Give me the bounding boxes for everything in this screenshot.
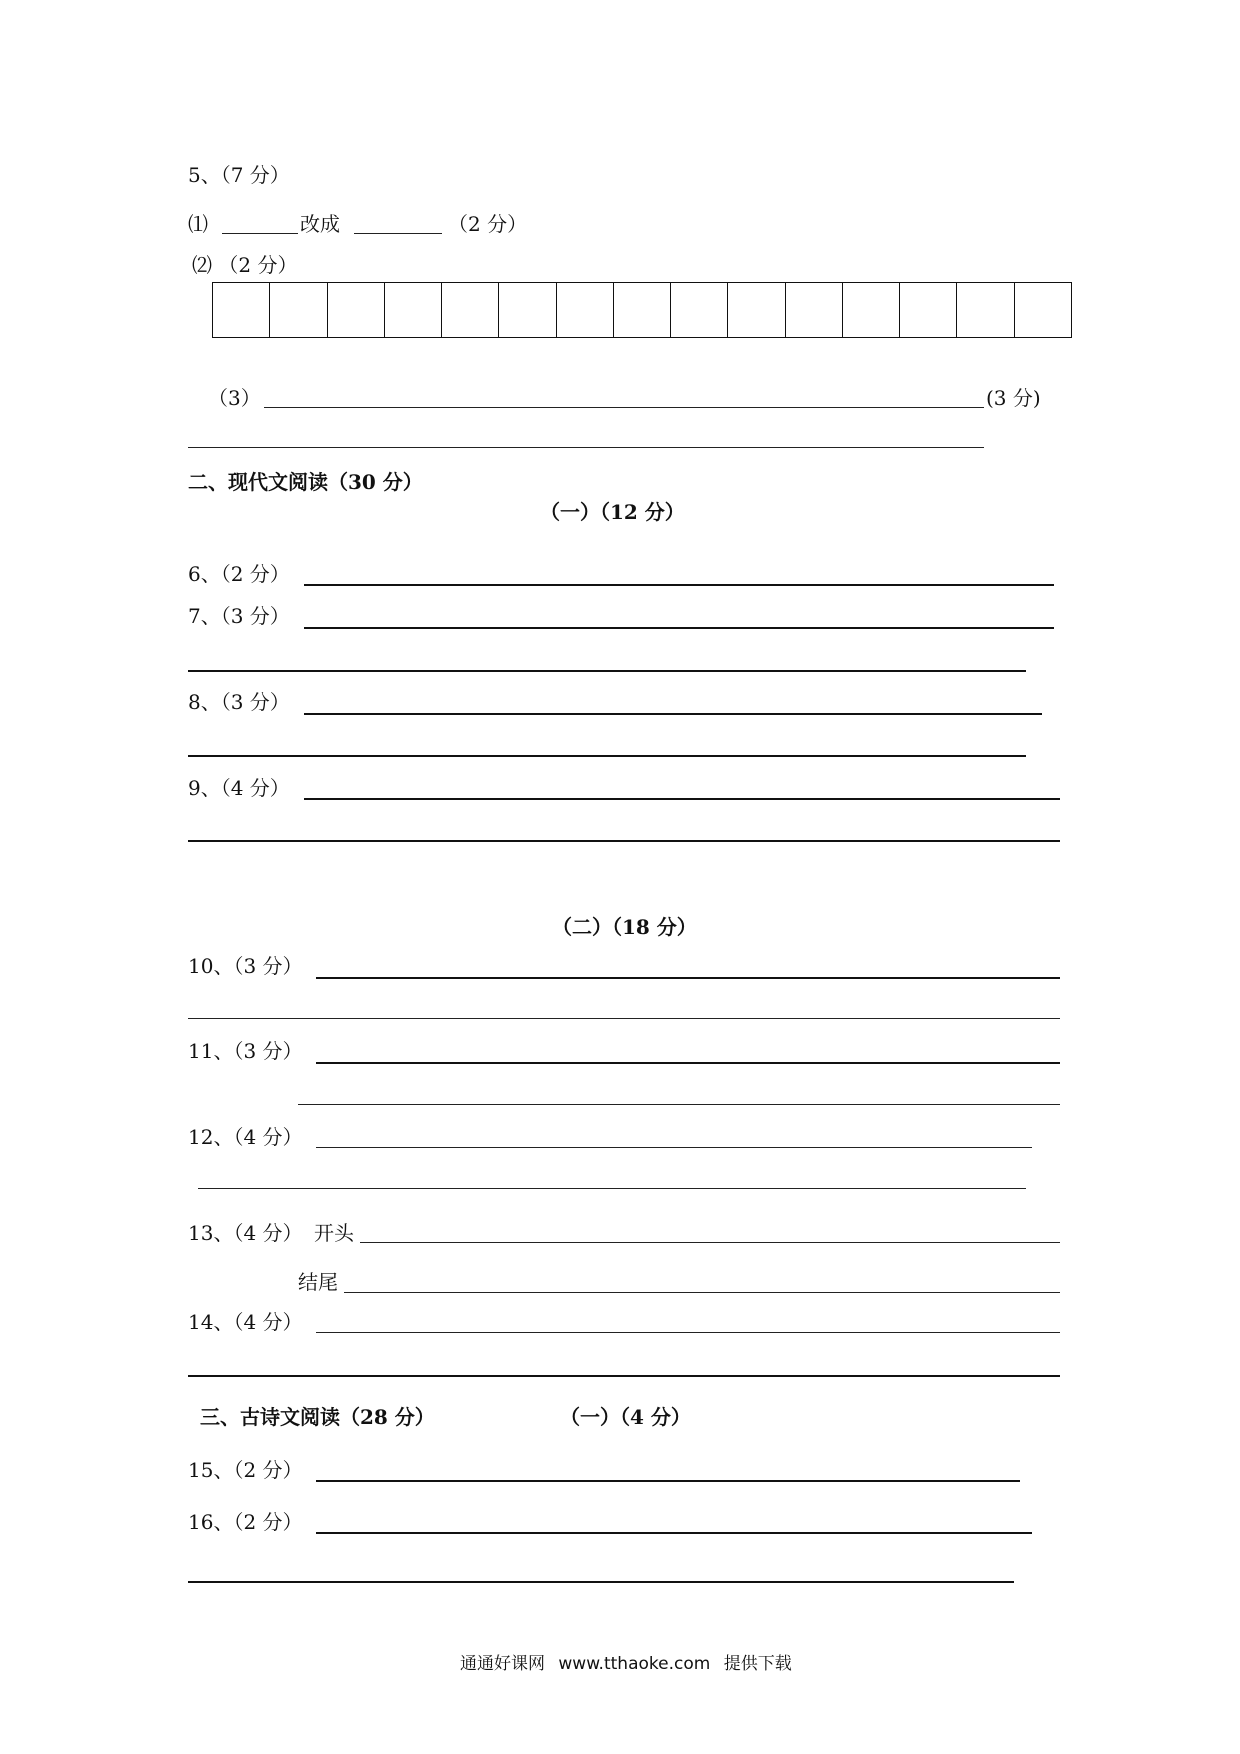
grid-cell[interactable]: [328, 283, 385, 337]
q16-label: 16、（2 分）: [188, 1510, 303, 1534]
grid-cell[interactable]: [900, 283, 957, 337]
q6-label: 6、（2 分）: [188, 562, 290, 586]
q12-answer-line-2[interactable]: [198, 1188, 1026, 1189]
q5-part2-character-grid: [212, 282, 1072, 338]
grid-cell[interactable]: [557, 283, 614, 337]
grid-cell[interactable]: [728, 283, 785, 337]
grid-cell[interactable]: [385, 283, 442, 337]
q13-label: 13、（4 分）: [188, 1221, 303, 1245]
grid-cell[interactable]: [499, 283, 556, 337]
grid-cell[interactable]: [1015, 283, 1071, 337]
q13-start-label: 开头: [314, 1221, 354, 1245]
q8-label: 8、（3 分）: [188, 690, 290, 714]
grid-cell[interactable]: [786, 283, 843, 337]
q5-part2-label: ⑵ （2 分）: [192, 253, 298, 277]
section3-part1-heading: （一）（4 分）: [560, 1405, 691, 1429]
q5-part3-points: (3 分): [986, 386, 1041, 410]
q9-label: 9、（4 分）: [188, 776, 290, 800]
q14-answer-line-1[interactable]: [316, 1332, 1060, 1333]
q11-answer-line-1[interactable]: [316, 1062, 1060, 1064]
footer-site-name: 通通好课网: [460, 1654, 545, 1674]
q14-label: 14、（4 分）: [188, 1310, 303, 1334]
q5-part1-points: （2 分）: [448, 212, 528, 236]
q13-end-line[interactable]: [344, 1292, 1060, 1293]
section3-title: 三、古诗文阅读（28 分）: [200, 1405, 435, 1429]
grid-cell[interactable]: [213, 283, 270, 337]
q15-label: 15、（2 分）: [188, 1458, 303, 1482]
q7-answer-line-1[interactable]: [304, 627, 1054, 629]
q5-part3-line-1[interactable]: [264, 407, 984, 408]
section2-part1-heading: （一）（12 分）: [540, 500, 685, 524]
grid-cell[interactable]: [843, 283, 900, 337]
q9-answer-line-1[interactable]: [304, 798, 1060, 800]
q16-answer-line-1[interactable]: [316, 1532, 1032, 1534]
q16-answer-line-2[interactable]: [188, 1581, 1014, 1583]
footer: [460, 1652, 792, 1676]
section2-part2-heading: （二）（18 分）: [552, 915, 697, 939]
footer-url[interactable]: www.tthaoke.com: [558, 1654, 711, 1674]
q5-header: 5、（7 分）: [188, 163, 290, 187]
q12-label: 12、（4 分）: [188, 1125, 303, 1149]
q11-answer-line-2[interactable]: [298, 1104, 1060, 1105]
q13-end-label: 结尾: [298, 1270, 338, 1294]
q8-answer-line-2[interactable]: [188, 755, 1026, 757]
q11-label: 11、（3 分）: [188, 1039, 303, 1063]
q13-start-line[interactable]: [360, 1242, 1060, 1243]
q7-label: 7、（3 分）: [188, 604, 290, 628]
grid-cell[interactable]: [270, 283, 327, 337]
q10-label: 10、（3 分）: [188, 954, 303, 978]
q5-part3-line-2[interactable]: [188, 447, 984, 448]
q5-part1-blank-original[interactable]: [222, 233, 298, 234]
q8-answer-line-1[interactable]: [304, 713, 1042, 715]
footer-suffix: 提供下载: [723, 1654, 792, 1674]
q7-answer-line-2[interactable]: [188, 670, 1026, 672]
q5-part3-label: （3）: [208, 386, 261, 410]
q10-answer-line-2[interactable]: [188, 1018, 1060, 1019]
q12-answer-line-1[interactable]: [316, 1147, 1032, 1148]
grid-cell[interactable]: [671, 283, 728, 337]
q14-answer-line-2[interactable]: [188, 1375, 1060, 1377]
q5-part1-middle: 改成: [300, 212, 340, 236]
q9-answer-line-2[interactable]: [188, 840, 1060, 842]
q6-answer-line[interactable]: [304, 584, 1054, 586]
section2-title: 二、现代文阅读（30 分）: [188, 470, 423, 494]
q15-answer-line[interactable]: [316, 1480, 1020, 1482]
grid-cell[interactable]: [442, 283, 499, 337]
grid-cell[interactable]: [614, 283, 671, 337]
q5-part1-blank-corrected[interactable]: [354, 233, 442, 234]
q5-part1-prefix: ⑴: [188, 212, 208, 236]
grid-cell[interactable]: [957, 283, 1014, 337]
q10-answer-line-1[interactable]: [316, 977, 1060, 979]
